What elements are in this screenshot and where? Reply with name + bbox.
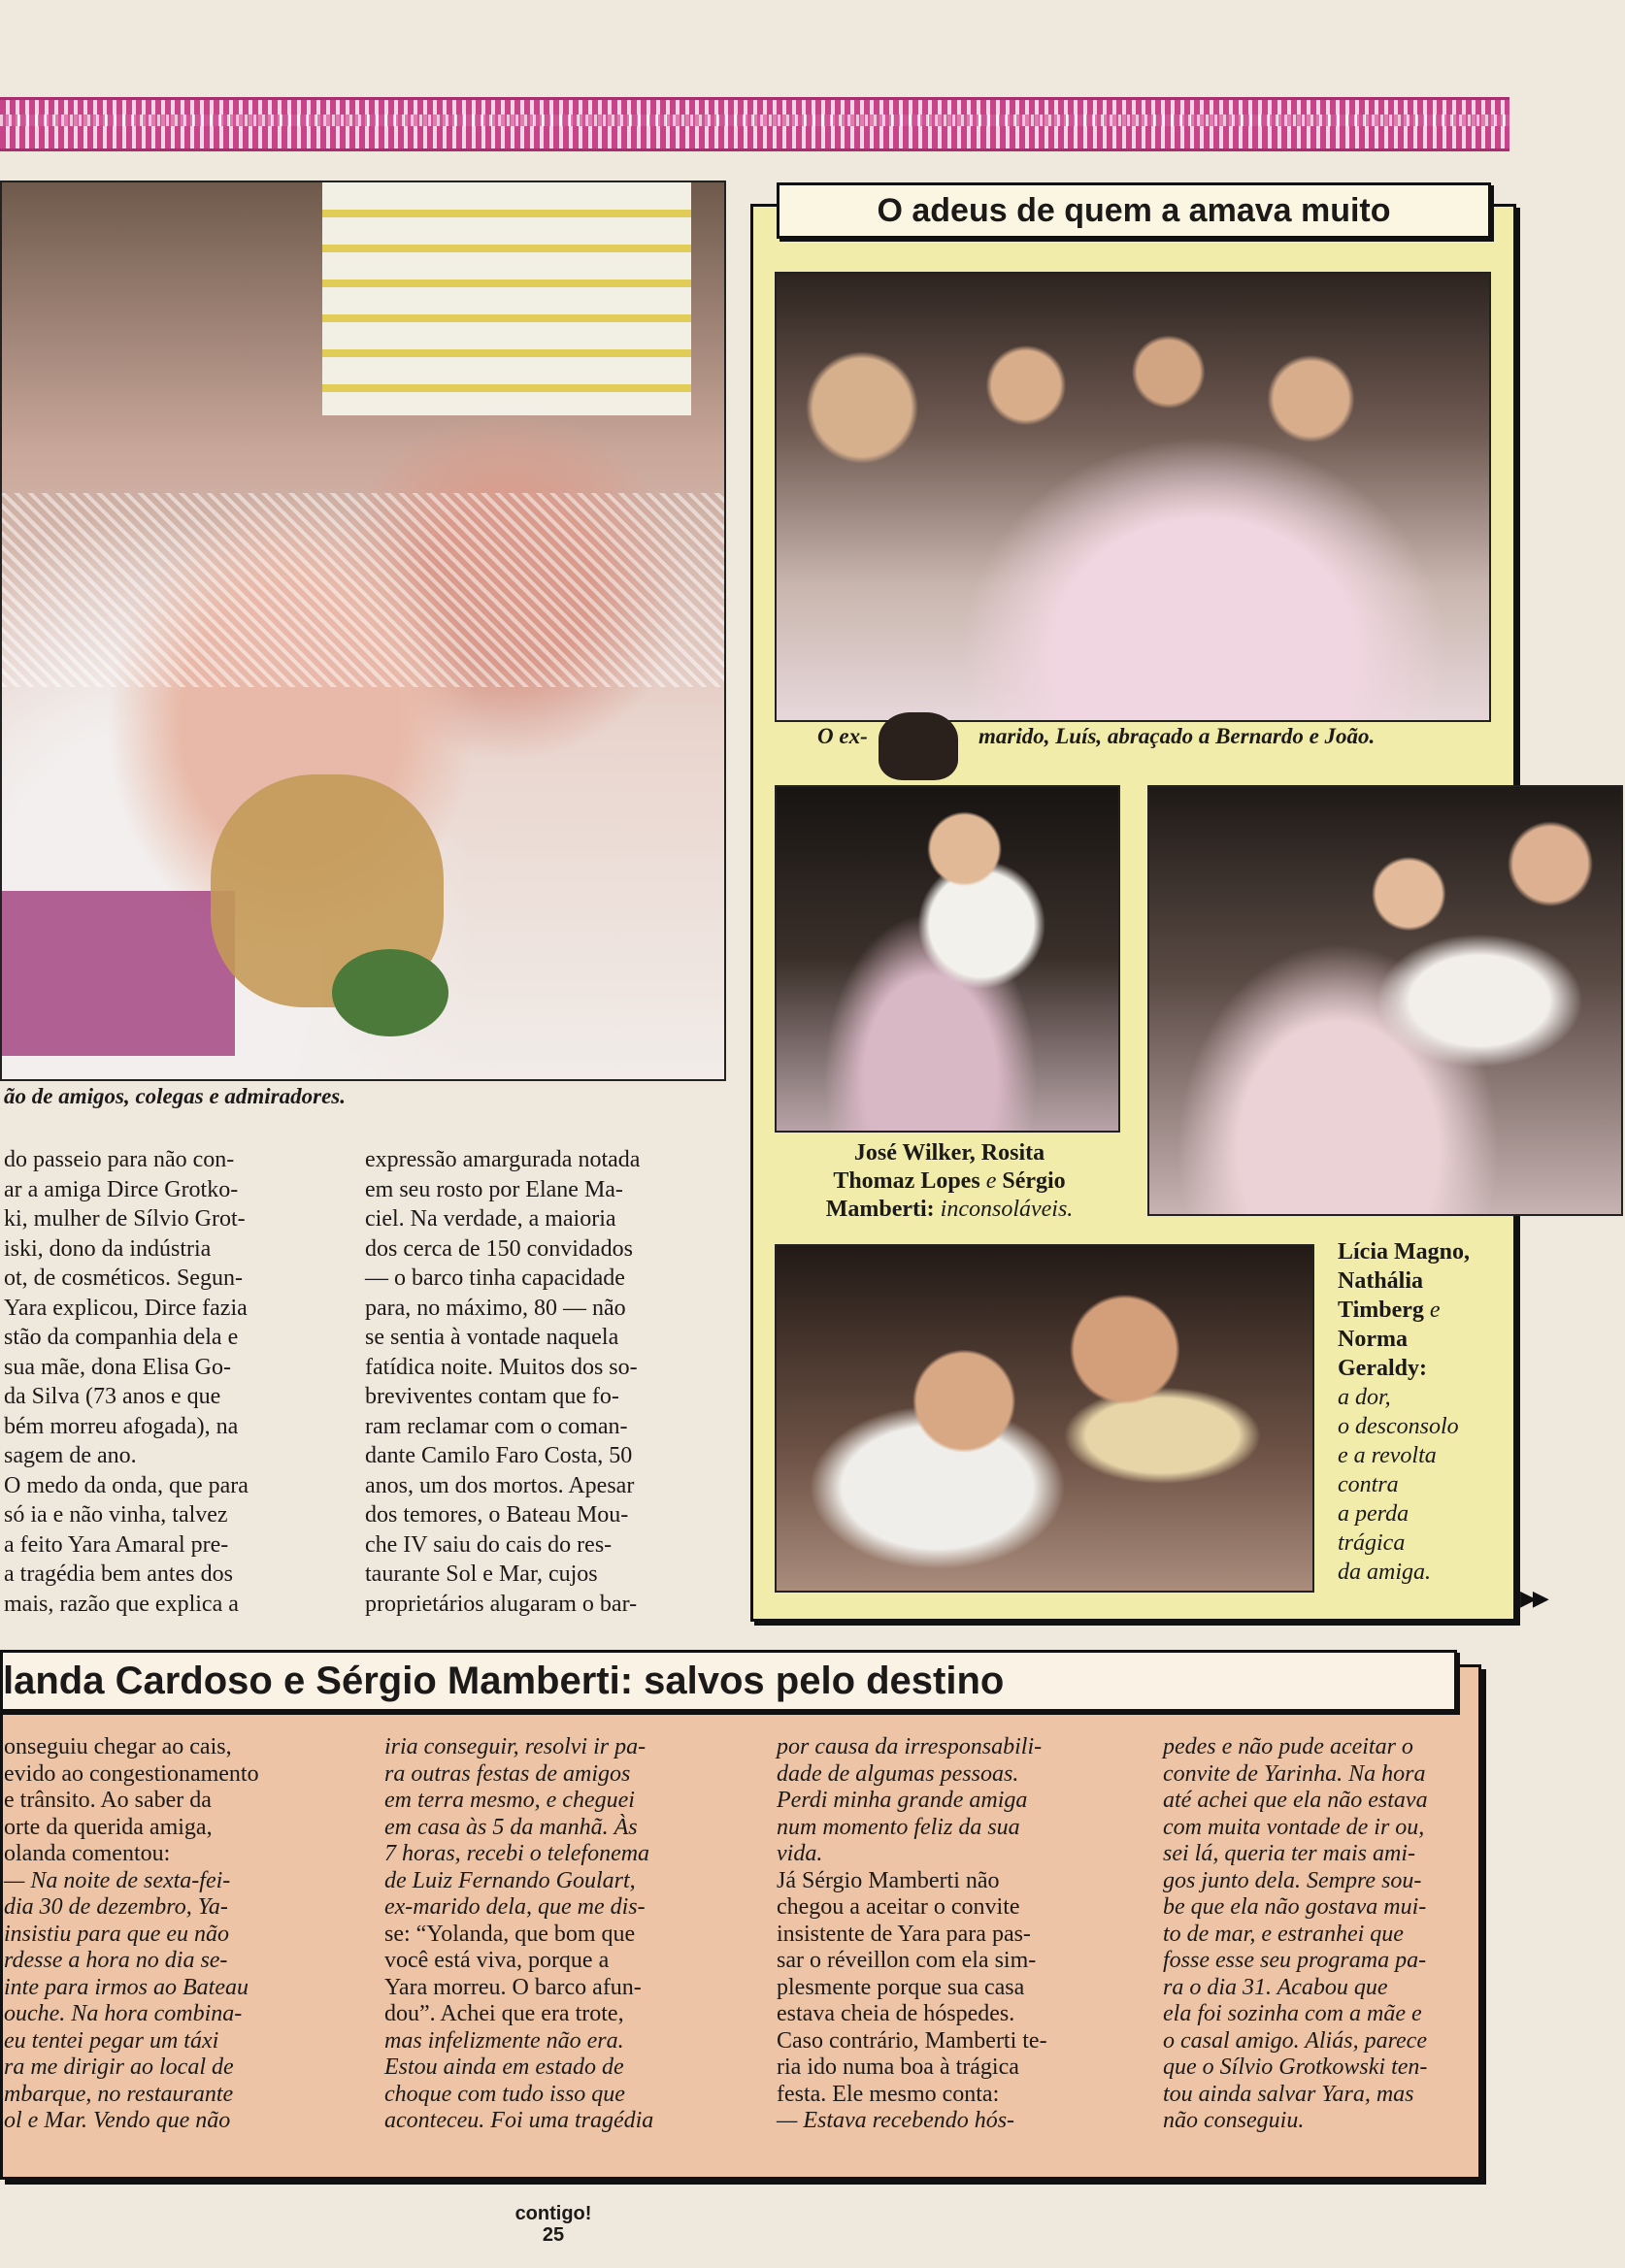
article-box-title: landa Cardoso e Sérgio Mamberti: salvos pelo destino: [0, 1650, 1457, 1712]
side-line: e a revolta: [1338, 1443, 1437, 1468]
article-line: Estou ainda em estado de: [384, 2054, 624, 2080]
article-line: chegou a aceitar o convite: [777, 1894, 1020, 1920]
article-line: Já Sérgio Mamberti não: [777, 1867, 1000, 1893]
article-line: em casa às 5 da manhã. Às: [384, 1814, 638, 1840]
article-line: que o Sílvio Grotkowski ten-: [1163, 2054, 1428, 2080]
text-line: se sentia à vontade naquela: [365, 1325, 619, 1350]
article-line: ria ido numa boa à trágica: [777, 2054, 1019, 2080]
purple-cloth: [2, 891, 235, 1056]
article-line: gos junto dela. Sempre sou-: [1163, 1867, 1422, 1893]
lace-veil: [2, 493, 724, 687]
side-line: da amiga.: [1338, 1560, 1431, 1585]
text-line: ki, mulher de Sílvio Grot-: [4, 1206, 246, 1232]
article-line: insistiu para que eu não: [4, 1921, 229, 1947]
side-line: trágica: [1338, 1530, 1406, 1556]
article-line: estava cheia de hóspedes.: [777, 2001, 1015, 2026]
text-line: O medo da onda, que para: [4, 1472, 249, 1498]
article-line: ouche. Na hora combina-: [4, 2001, 243, 2026]
article-line: sei lá, queria ter mais ami-: [1163, 1841, 1415, 1866]
text-line: stão da companhia dela e: [4, 1325, 239, 1350]
text-line: iski, dono da indústria: [4, 1235, 212, 1262]
text-line: sagem de ano.: [4, 1443, 137, 1468]
article-line: ol e Mar. Vendo que não: [4, 2108, 231, 2133]
article-line: ela foi sozinha com a mãe e: [1163, 2001, 1422, 2026]
article-line: fosse esse seu programa pa-: [1163, 1948, 1427, 1973]
article-line: aconteceu. Foi uma tragédia: [384, 2108, 654, 2133]
funeral-flowers-photo: [0, 181, 726, 1081]
text-line: mais, razão que explica a: [4, 1591, 239, 1617]
text-line: fatídica noite. Muitos dos so-: [365, 1354, 638, 1380]
article-line: onseguiu chegar ao cais,: [4, 1734, 232, 1759]
side-caption: [1338, 1237, 1503, 1587]
article-line: Perdi minha grande amiga: [777, 1788, 1028, 1813]
article-line: de Luiz Fernando Goulart,: [384, 1867, 636, 1893]
text-line: anos, um dos mortos. Apesar: [365, 1472, 635, 1498]
text-line: ot, de cosméticos. Segun-: [4, 1265, 243, 1291]
caption2-emotion: inconsoláveis.: [934, 1197, 1074, 1222]
text-line: ciel. Na verdade, a maioria: [365, 1206, 616, 1232]
article-line: por causa da irresponsabili-: [777, 1734, 1043, 1759]
text-line: taurante Sol e Mar, cujos: [365, 1561, 598, 1587]
article-line: e trânsito. Ao saber da: [4, 1788, 212, 1813]
article-line: festa. Ele mesmo conta:: [777, 2081, 1000, 2107]
caption-marido: marido, Luís, abraçado a Bernardo e João.: [978, 724, 1376, 748]
article-line: choque com tudo isso que: [384, 2081, 625, 2107]
article-line: Caso contrário, Mamberti te-: [777, 2027, 1047, 2054]
side-e: e: [1429, 1298, 1441, 1323]
article-line: o casal amigo. Aliás, parece: [1163, 2027, 1427, 2054]
jose-wilker-photo: [775, 785, 1120, 1133]
text-line: da Silva (73 anos e que: [4, 1384, 221, 1409]
mourners-photo: [775, 272, 1491, 722]
article-line: eu tentei pegar um táxi: [4, 2027, 219, 2054]
article-line: orte da querida amiga,: [4, 1814, 213, 1840]
article-line: sar o réveillon com ela sim-: [777, 1948, 1037, 1973]
article-line: evido ao congestionamento: [4, 1760, 259, 1787]
article-line: tou ainda salvar Yara, mas: [1163, 2081, 1414, 2107]
text-line: ar a amiga Dirce Grotko-: [4, 1176, 239, 1202]
text-line: dos cerca de 150 convidados: [365, 1235, 633, 1262]
article-column-4: [1163, 1734, 1489, 2135]
article-line: iria conseguir, resolvi ir pa-: [384, 1734, 647, 1759]
article-line: com muita vontade de ir ou,: [1163, 1814, 1425, 1840]
article-line: você está viva, porque a: [384, 1948, 610, 1973]
text-line: a tragédia bem antes dos: [4, 1561, 233, 1587]
text-line: expressão amargurada notada: [365, 1147, 641, 1172]
page-number: 25: [542, 2224, 565, 2246]
article-line: ra o dia 31. Acabou que: [1163, 1974, 1388, 2000]
caption2-name: Thomaz Lopes: [833, 1168, 980, 1194]
article-line: vida.: [777, 1841, 823, 1866]
caption2-line3: [784, 1196, 1114, 1224]
caption-inconsolaveis: [784, 1139, 1114, 1224]
article-line: Yara morreu. O barco afun-: [384, 1974, 642, 2000]
text-line: che IV saiu do cais do res-: [365, 1531, 613, 1558]
article-line: — Estava recebendo hós-: [777, 2108, 1015, 2133]
text-line: em seu rosto por Elane Ma-: [365, 1176, 623, 1202]
article-line: convite de Yarinha. Na hora: [1163, 1760, 1426, 1787]
magazine-name: contigo!: [514, 2203, 592, 2224]
article-line: olanda comentou:: [4, 1841, 171, 1866]
side-line: a perda: [1338, 1501, 1409, 1527]
caption2-line2: [784, 1167, 1114, 1196]
article-line: inte para irmos ao Bateau: [4, 1974, 249, 2000]
page-footer: [505, 2203, 602, 2246]
caption2-name2: Sérgio: [1002, 1168, 1066, 1194]
article-line: se: “Yolanda, que bom que: [384, 1921, 636, 1947]
article-line: plesmente porque sua casa: [777, 1974, 1025, 2000]
caption-ex: O ex-: [817, 724, 868, 748]
leaf: [332, 949, 448, 1036]
article-line: até achei que ela não estava: [1163, 1788, 1428, 1813]
side-line: o desconsolo: [1338, 1414, 1459, 1439]
left-text-column-2: [365, 1145, 726, 1619]
article-line: em terra mesmo, e cheguei: [384, 1788, 635, 1813]
text-line: breviventes contam que fo-: [365, 1384, 619, 1409]
article-line: mbarque, no restaurante: [4, 2081, 234, 2107]
text-line: ram reclamar com o coman-: [365, 1413, 628, 1439]
photo-box-title: O adeus de quem a amava muito: [777, 182, 1491, 239]
embrace-photo: [775, 1244, 1314, 1593]
rosita-mamberti-photo: [1147, 785, 1623, 1216]
article-line: — Na noite de sexta-fei-: [4, 1867, 231, 1893]
article-line: não conseguiu.: [1163, 2108, 1305, 2133]
article-column-3: [777, 1734, 1103, 2135]
text-line: bém morreu afogada), na: [4, 1413, 239, 1439]
caption2-and: e: [979, 1168, 1003, 1194]
text-line: dos temores, o Bateau Mou-: [365, 1502, 629, 1528]
text-line: para, no máximo, 80 — não: [365, 1295, 626, 1321]
text-line: Yara explicou, Dirce fazia: [4, 1295, 248, 1321]
side-line: contra: [1338, 1472, 1399, 1497]
left-photo-caption: ão de amigos, colegas e admiradores.: [4, 1084, 346, 1108]
text-line: dante Camilo Faro Costa, 50: [365, 1443, 633, 1468]
caption2-name3: Mamberti:: [825, 1197, 935, 1222]
caption2-line1: José Wilker, Rosita: [853, 1140, 1045, 1166]
text-line: proprietários alugaram o bar-: [365, 1591, 638, 1617]
article-line: num momento feliz da sua: [777, 1814, 1020, 1840]
article-line: ra outras festas de amigos: [384, 1760, 631, 1787]
article-column-1: [4, 1734, 315, 2135]
continue-arrows-icon: ▶▶: [1520, 1587, 1545, 1611]
side-name-3: Timberg: [1338, 1298, 1424, 1323]
striped-shirt: [322, 182, 691, 415]
article-line: dia 30 de dezembro, Ya-: [4, 1894, 228, 1920]
side-name-4: Norma: [1338, 1327, 1408, 1352]
side-name-5: Geraldy:: [1338, 1356, 1427, 1381]
article-column-2: [384, 1734, 711, 2135]
article-line: dade de algumas pessoas.: [777, 1760, 1019, 1787]
article-line: to de mar, e estranhei que: [1163, 1921, 1404, 1947]
head-overlap: [879, 712, 958, 780]
header-stripe-pattern: [0, 115, 1509, 126]
article-line: 7 horas, recebi o telefonema: [384, 1841, 650, 1866]
text-line: só ia e não vinha, talvez: [4, 1502, 228, 1528]
text-line: sua mãe, dona Elisa Go-: [4, 1354, 231, 1380]
article-line: mas infelizmente não era.: [384, 2027, 624, 2054]
article-line: insistente de Yara para pas-: [777, 1921, 1031, 1947]
text-line: — o barco tinha capacidade: [365, 1265, 625, 1291]
article-line: dou”. Achei que era trote,: [384, 2001, 624, 2026]
left-text-column-1: [4, 1145, 332, 1619]
side-name-1: Lícia Magno,: [1338, 1239, 1470, 1265]
article-line: rdesse a hora no dia se-: [4, 1948, 228, 1973]
side-line: a dor,: [1338, 1385, 1391, 1410]
article-line: pedes e não pude aceitar o: [1163, 1734, 1413, 1759]
article-line: ex-marido dela, que me dis-: [384, 1894, 646, 1920]
article-line: be que ela não gostava mui-: [1163, 1894, 1427, 1920]
text-line: a feito Yara Amaral pre-: [4, 1531, 229, 1558]
article-line: ra me dirigir ao local de: [4, 2054, 234, 2080]
text-line: do passeio para não con-: [4, 1147, 235, 1172]
side-name-2: Nathália: [1338, 1268, 1424, 1294]
